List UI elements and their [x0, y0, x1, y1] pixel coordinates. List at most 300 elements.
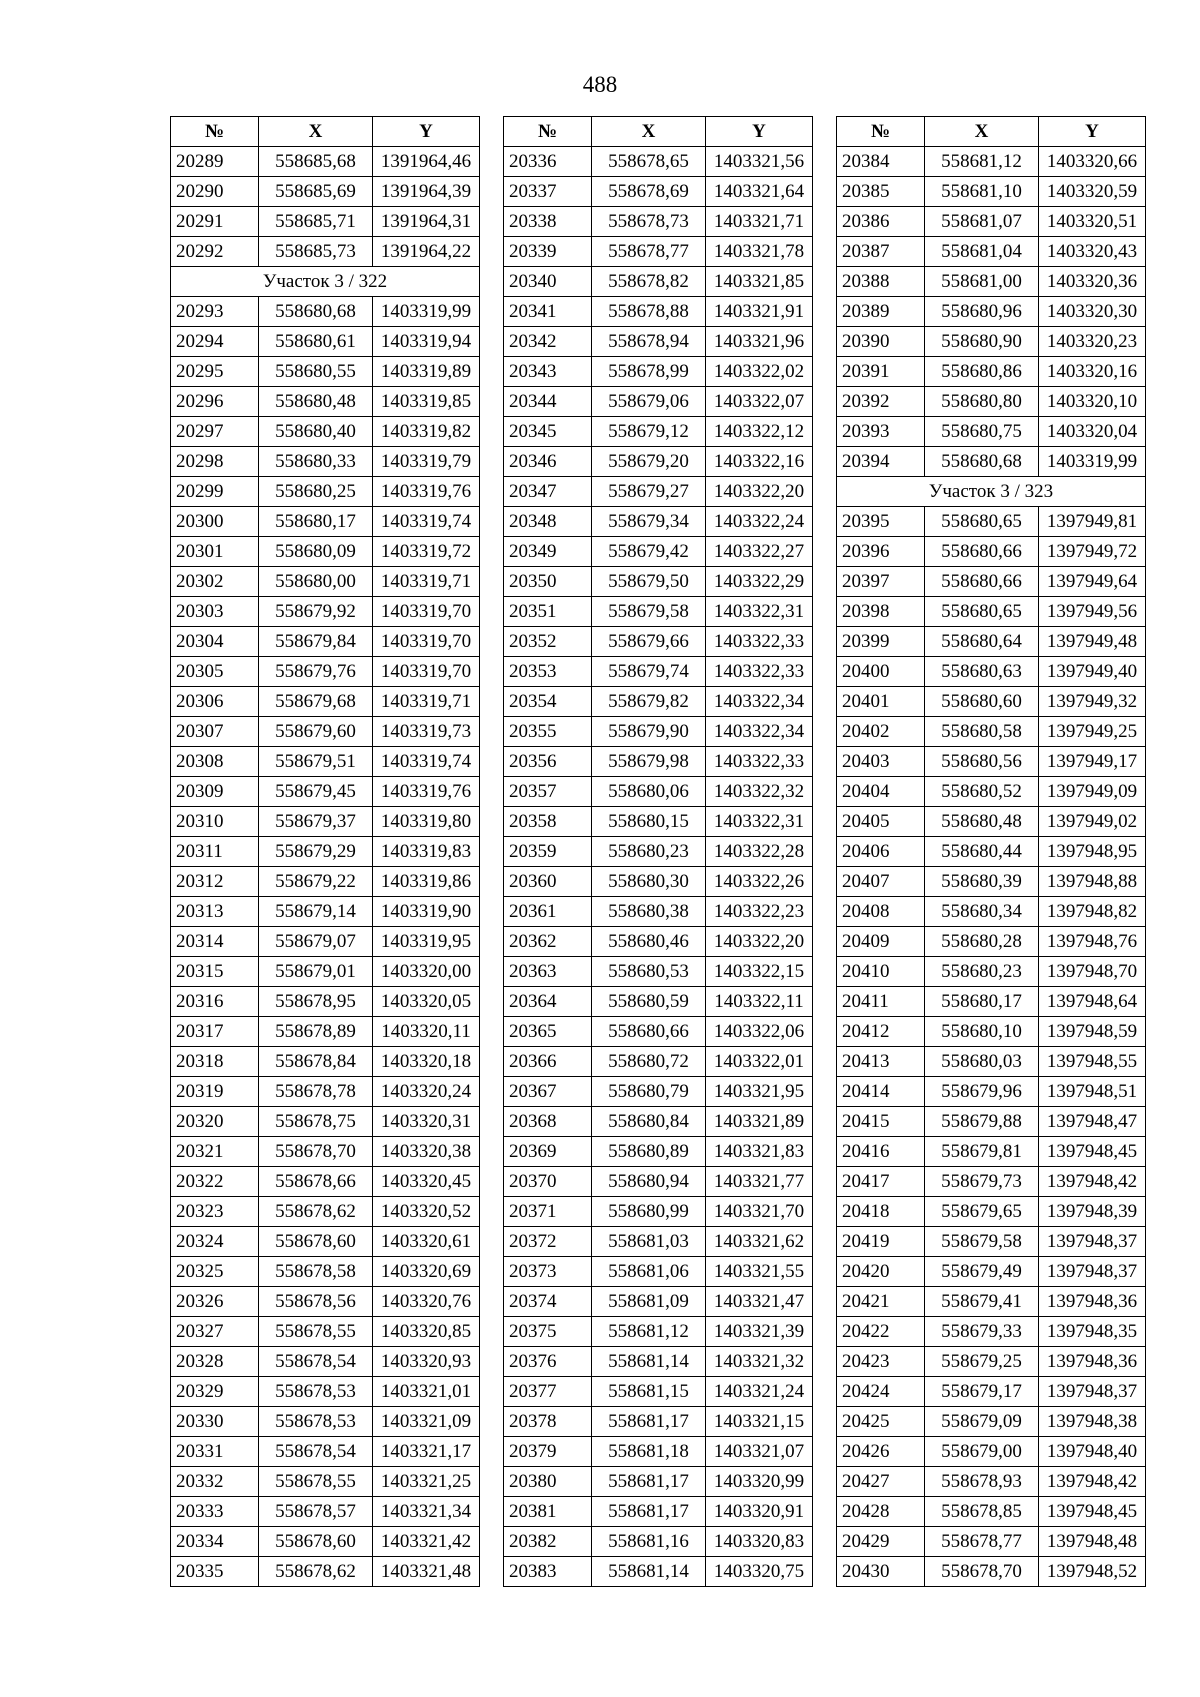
- x-coordinate-cell: 558680,72: [592, 1047, 706, 1077]
- x-coordinate-cell: 558680,03: [925, 1047, 1039, 1077]
- table-row: [837, 987, 1146, 1017]
- point-number-cell: 20305: [171, 657, 259, 687]
- table-row: [171, 1257, 480, 1287]
- point-number-cell: 20338: [504, 207, 592, 237]
- point-number-cell: 20375: [504, 1317, 592, 1347]
- point-number-cell: 20414: [837, 1077, 925, 1107]
- y-coordinate-cell: 1403322,01: [706, 1047, 813, 1077]
- point-number-cell: 20332: [171, 1467, 259, 1497]
- table-row: [171, 357, 480, 387]
- x-coordinate-cell: 558680,90: [925, 327, 1039, 357]
- y-coordinate-cell: 1403320,24: [373, 1077, 480, 1107]
- y-coordinate-cell: 1403322,31: [706, 597, 813, 627]
- point-number-cell: 20350: [504, 567, 592, 597]
- table-row: [171, 627, 480, 657]
- table-row: [837, 237, 1146, 267]
- x-coordinate-cell: 558679,09: [925, 1407, 1039, 1437]
- point-number-cell: 20364: [504, 987, 592, 1017]
- point-number-cell: 20330: [171, 1407, 259, 1437]
- x-coordinate-cell: 558681,16: [592, 1527, 706, 1557]
- x-coordinate-cell: 558679,17: [925, 1377, 1039, 1407]
- table-row: [171, 1077, 480, 1107]
- point-number-cell: 20324: [171, 1227, 259, 1257]
- x-coordinate-cell: 558678,66: [259, 1167, 373, 1197]
- x-coordinate-cell: 558678,57: [259, 1497, 373, 1527]
- point-number-cell: 20380: [504, 1467, 592, 1497]
- table-row: [837, 1257, 1146, 1287]
- y-coordinate-cell: 1403321,96: [706, 327, 813, 357]
- point-number-cell: 20413: [837, 1047, 925, 1077]
- x-coordinate-cell: 558680,15: [592, 807, 706, 837]
- y-coordinate-cell: 1397948,42: [1039, 1167, 1146, 1197]
- y-coordinate-cell: 1403321,07: [706, 1437, 813, 1467]
- y-coordinate-cell: 1397948,59: [1039, 1017, 1146, 1047]
- point-number-cell: 20372: [504, 1227, 592, 1257]
- table-row: [837, 1017, 1146, 1047]
- x-coordinate-cell: 558681,04: [925, 237, 1039, 267]
- x-coordinate-cell: 558679,20: [592, 447, 706, 477]
- x-coordinate-cell: 558681,03: [592, 1227, 706, 1257]
- x-coordinate-cell: 558685,73: [259, 237, 373, 267]
- table-row: [837, 267, 1146, 297]
- x-coordinate-cell: 558679,12: [592, 417, 706, 447]
- y-coordinate-cell: 1403321,34: [373, 1497, 480, 1527]
- point-number-cell: 20419: [837, 1227, 925, 1257]
- point-number-cell: 20309: [171, 777, 259, 807]
- y-coordinate-cell: 1403320,43: [1039, 237, 1146, 267]
- point-number-cell: 20362: [504, 927, 592, 957]
- y-coordinate-cell: 1403320,38: [373, 1137, 480, 1167]
- point-number-cell: 20303: [171, 597, 259, 627]
- x-coordinate-cell: 558679,49: [925, 1257, 1039, 1287]
- coordinate-table-1: [170, 116, 480, 1587]
- table-row: [837, 147, 1146, 177]
- point-number-cell: 20367: [504, 1077, 592, 1107]
- x-coordinate-cell: 558679,66: [592, 627, 706, 657]
- x-coordinate-cell: 558680,96: [925, 297, 1039, 327]
- point-number-cell: 20348: [504, 507, 592, 537]
- y-coordinate-cell: 1403321,42: [373, 1527, 480, 1557]
- y-coordinate-cell: 1403319,99: [373, 297, 480, 327]
- table-row: [504, 927, 813, 957]
- y-coordinate-cell: 1397948,47: [1039, 1107, 1146, 1137]
- x-coordinate-cell: 558679,07: [259, 927, 373, 957]
- y-coordinate-cell: 1397948,76: [1039, 927, 1146, 957]
- y-coordinate-cell: 1403321,64: [706, 177, 813, 207]
- y-coordinate-cell: 1403321,48: [373, 1557, 480, 1587]
- y-coordinate-cell: 1403320,66: [1039, 147, 1146, 177]
- table-row: [837, 387, 1146, 417]
- y-coordinate-cell: 1403321,77: [706, 1167, 813, 1197]
- point-number-cell: 20422: [837, 1317, 925, 1347]
- table-row: [171, 387, 480, 417]
- y-coordinate-cell: 1397948,70: [1039, 957, 1146, 987]
- table-row: [171, 1137, 480, 1167]
- header-number: №: [171, 117, 259, 147]
- y-coordinate-cell: 1403322,11: [706, 987, 813, 1017]
- table-row: [504, 297, 813, 327]
- table-row: [504, 207, 813, 237]
- table-row: [171, 687, 480, 717]
- table-row: [837, 1287, 1146, 1317]
- point-number-cell: 20311: [171, 837, 259, 867]
- table-row: [504, 447, 813, 477]
- point-number-cell: 20396: [837, 537, 925, 567]
- table-row: [504, 627, 813, 657]
- y-coordinate-cell: 1403319,79: [373, 447, 480, 477]
- table-row: [504, 1287, 813, 1317]
- y-coordinate-cell: 1403320,31: [373, 1107, 480, 1137]
- table-row: [837, 717, 1146, 747]
- point-number-cell: 20405: [837, 807, 925, 837]
- point-number-cell: 20416: [837, 1137, 925, 1167]
- x-coordinate-cell: 558678,82: [592, 267, 706, 297]
- x-coordinate-cell: 558680,55: [259, 357, 373, 387]
- table-row: [837, 1137, 1146, 1167]
- y-coordinate-cell: 1391964,22: [373, 237, 480, 267]
- x-coordinate-cell: 558679,98: [592, 747, 706, 777]
- point-number-cell: 20357: [504, 777, 592, 807]
- point-number-cell: 20329: [171, 1377, 259, 1407]
- point-number-cell: 20315: [171, 957, 259, 987]
- x-coordinate-cell: 558681,18: [592, 1437, 706, 1467]
- x-coordinate-cell: 558679,29: [259, 837, 373, 867]
- x-coordinate-cell: 558680,44: [925, 837, 1039, 867]
- y-coordinate-cell: 1403322,20: [706, 927, 813, 957]
- table-row: [504, 1467, 813, 1497]
- x-coordinate-cell: 558681,06: [592, 1257, 706, 1287]
- table-row: [504, 897, 813, 927]
- point-number-cell: 20299: [171, 477, 259, 507]
- table-row: [504, 357, 813, 387]
- y-coordinate-cell: 1403322,02: [706, 357, 813, 387]
- point-number-cell: 20337: [504, 177, 592, 207]
- x-coordinate-cell: 558680,38: [592, 897, 706, 927]
- x-coordinate-cell: 558679,96: [925, 1077, 1039, 1107]
- x-coordinate-cell: 558685,69: [259, 177, 373, 207]
- table-row: [837, 627, 1146, 657]
- table-row: [171, 1167, 480, 1197]
- table-row: [504, 1257, 813, 1287]
- table-row: [837, 687, 1146, 717]
- y-coordinate-cell: 1403320,91: [706, 1497, 813, 1527]
- table-row: [171, 657, 480, 687]
- x-coordinate-cell: 558679,84: [259, 627, 373, 657]
- y-coordinate-cell: 1391964,46: [373, 147, 480, 177]
- point-number-cell: 20353: [504, 657, 592, 687]
- y-coordinate-cell: 1397948,42: [1039, 1467, 1146, 1497]
- y-coordinate-cell: 1403321,24: [706, 1377, 813, 1407]
- y-coordinate-cell: 1397948,52: [1039, 1557, 1146, 1587]
- point-number-cell: 20395: [837, 507, 925, 537]
- y-coordinate-cell: 1403320,59: [1039, 177, 1146, 207]
- point-number-cell: 20360: [504, 867, 592, 897]
- point-number-cell: 20392: [837, 387, 925, 417]
- y-coordinate-cell: 1403320,76: [373, 1287, 480, 1317]
- x-coordinate-cell: 558679,88: [925, 1107, 1039, 1137]
- table-row: [837, 1107, 1146, 1137]
- y-coordinate-cell: 1403319,74: [373, 507, 480, 537]
- point-number-cell: 20349: [504, 537, 592, 567]
- table-row: [837, 297, 1146, 327]
- y-coordinate-cell: 1397948,64: [1039, 987, 1146, 1017]
- x-coordinate-cell: 558680,53: [592, 957, 706, 987]
- table-row: [171, 1287, 480, 1317]
- point-number-cell: 20331: [171, 1437, 259, 1467]
- y-coordinate-cell: 1403322,33: [706, 657, 813, 687]
- x-coordinate-cell: 558681,07: [925, 207, 1039, 237]
- x-coordinate-cell: 558678,77: [925, 1527, 1039, 1557]
- table-header-row: [171, 117, 480, 147]
- point-number-cell: 20384: [837, 147, 925, 177]
- point-number-cell: 20292: [171, 237, 259, 267]
- point-number-cell: 20327: [171, 1317, 259, 1347]
- table-row: [504, 1107, 813, 1137]
- table-row: [171, 477, 480, 507]
- y-coordinate-cell: 1403319,80: [373, 807, 480, 837]
- point-number-cell: 20430: [837, 1557, 925, 1587]
- x-coordinate-cell: 558679,45: [259, 777, 373, 807]
- x-coordinate-cell: 558681,14: [592, 1347, 706, 1377]
- point-number-cell: 20391: [837, 357, 925, 387]
- x-coordinate-cell: 558679,50: [592, 567, 706, 597]
- y-coordinate-cell: 1397948,37: [1039, 1257, 1146, 1287]
- point-number-cell: 20293: [171, 297, 259, 327]
- y-coordinate-cell: 1403321,78: [706, 237, 813, 267]
- table-row: [837, 897, 1146, 927]
- point-number-cell: 20373: [504, 1257, 592, 1287]
- table-row: [504, 417, 813, 447]
- table-row: [171, 417, 480, 447]
- table-row: [171, 1467, 480, 1497]
- y-coordinate-cell: 1403321,25: [373, 1467, 480, 1497]
- table-row: [171, 237, 480, 267]
- x-coordinate-cell: 558678,84: [259, 1047, 373, 1077]
- table-row: [837, 507, 1146, 537]
- y-coordinate-cell: 1397949,40: [1039, 657, 1146, 687]
- x-coordinate-cell: 558678,60: [259, 1527, 373, 1557]
- x-coordinate-cell: 558678,62: [259, 1197, 373, 1227]
- x-coordinate-cell: 558679,22: [259, 867, 373, 897]
- x-coordinate-cell: 558685,71: [259, 207, 373, 237]
- point-number-cell: 20302: [171, 567, 259, 597]
- point-number-cell: 20339: [504, 237, 592, 267]
- y-coordinate-cell: 1397949,32: [1039, 687, 1146, 717]
- y-coordinate-cell: 1403319,86: [373, 867, 480, 897]
- table-row: [504, 1527, 813, 1557]
- x-coordinate-cell: 558680,23: [925, 957, 1039, 987]
- point-number-cell: 20343: [504, 357, 592, 387]
- table-row: [504, 567, 813, 597]
- y-coordinate-cell: 1403321,55: [706, 1257, 813, 1287]
- x-coordinate-cell: 558680,48: [925, 807, 1039, 837]
- x-coordinate-cell: 558681,09: [592, 1287, 706, 1317]
- x-coordinate-cell: 558680,86: [925, 357, 1039, 387]
- y-coordinate-cell: 1391964,31: [373, 207, 480, 237]
- point-number-cell: 20301: [171, 537, 259, 567]
- point-number-cell: 20363: [504, 957, 592, 987]
- table-row: [837, 567, 1146, 597]
- x-coordinate-cell: 558679,00: [925, 1437, 1039, 1467]
- y-coordinate-cell: 1403322,34: [706, 687, 813, 717]
- x-coordinate-cell: 558679,68: [259, 687, 373, 717]
- point-number-cell: 20390: [837, 327, 925, 357]
- x-coordinate-cell: 558680,30: [592, 867, 706, 897]
- point-number-cell: 20308: [171, 747, 259, 777]
- header-y: Y: [706, 117, 813, 147]
- point-number-cell: 20412: [837, 1017, 925, 1047]
- table-row: [837, 177, 1146, 207]
- table-row: [504, 597, 813, 627]
- table-row: [171, 777, 480, 807]
- point-number-cell: 20328: [171, 1347, 259, 1377]
- point-number-cell: 20346: [504, 447, 592, 477]
- point-number-cell: 20376: [504, 1347, 592, 1377]
- y-coordinate-cell: 1403320,00: [373, 957, 480, 987]
- point-number-cell: 20393: [837, 417, 925, 447]
- x-coordinate-cell: 558681,17: [592, 1497, 706, 1527]
- y-coordinate-cell: 1403321,89: [706, 1107, 813, 1137]
- x-coordinate-cell: 558679,58: [592, 597, 706, 627]
- table-row: [837, 1437, 1146, 1467]
- x-coordinate-cell: 558678,73: [592, 207, 706, 237]
- point-number-cell: 20307: [171, 717, 259, 747]
- x-coordinate-cell: 558681,10: [925, 177, 1039, 207]
- y-coordinate-cell: 1397948,82: [1039, 897, 1146, 927]
- y-coordinate-cell: 1403322,33: [706, 747, 813, 777]
- y-coordinate-cell: 1403320,36: [1039, 267, 1146, 297]
- y-coordinate-cell: 1403322,33: [706, 627, 813, 657]
- x-coordinate-cell: 558680,66: [592, 1017, 706, 1047]
- y-coordinate-cell: 1403319,70: [373, 657, 480, 687]
- point-number-cell: 20321: [171, 1137, 259, 1167]
- point-number-cell: 20326: [171, 1287, 259, 1317]
- table-row: [171, 957, 480, 987]
- table-row: [504, 1377, 813, 1407]
- table-row: [837, 957, 1146, 987]
- point-number-cell: 20345: [504, 417, 592, 447]
- point-number-cell: 20389: [837, 297, 925, 327]
- y-coordinate-cell: 1403321,17: [373, 1437, 480, 1467]
- y-coordinate-cell: 1403319,99: [1039, 447, 1146, 477]
- point-number-cell: 20354: [504, 687, 592, 717]
- table-row: [171, 207, 480, 237]
- x-coordinate-cell: 558679,27: [592, 477, 706, 507]
- table-row: [504, 237, 813, 267]
- x-coordinate-cell: 558679,73: [925, 1167, 1039, 1197]
- point-number-cell: 20383: [504, 1557, 592, 1587]
- table-row: [504, 387, 813, 417]
- table-header-row: [837, 117, 1146, 147]
- y-coordinate-cell: 1397948,55: [1039, 1047, 1146, 1077]
- x-coordinate-cell: 558678,62: [259, 1557, 373, 1587]
- x-coordinate-cell: 558679,42: [592, 537, 706, 567]
- x-coordinate-cell: 558679,65: [925, 1197, 1039, 1227]
- y-coordinate-cell: 1403322,34: [706, 717, 813, 747]
- x-coordinate-cell: 558679,51: [259, 747, 373, 777]
- x-coordinate-cell: 558678,95: [259, 987, 373, 1017]
- point-number-cell: 20424: [837, 1377, 925, 1407]
- page-number: 488: [582, 72, 618, 97]
- section-row: [171, 267, 480, 297]
- point-number-cell: 20394: [837, 447, 925, 477]
- point-number-cell: 20425: [837, 1407, 925, 1437]
- table-row: [504, 957, 813, 987]
- point-number-cell: 20369: [504, 1137, 592, 1167]
- x-coordinate-cell: 558680,46: [592, 927, 706, 957]
- table-row: [504, 867, 813, 897]
- table-row: [837, 837, 1146, 867]
- table-row: [171, 1347, 480, 1377]
- y-coordinate-cell: 1403319,70: [373, 627, 480, 657]
- table-row: [504, 507, 813, 537]
- table-row: [504, 1437, 813, 1467]
- table-row: [171, 507, 480, 537]
- x-coordinate-cell: 558678,70: [259, 1137, 373, 1167]
- y-coordinate-cell: 1397949,02: [1039, 807, 1146, 837]
- y-coordinate-cell: 1403321,71: [706, 207, 813, 237]
- table-row: [837, 537, 1146, 567]
- point-number-cell: 20370: [504, 1167, 592, 1197]
- point-number-cell: 20374: [504, 1287, 592, 1317]
- table-row: [837, 927, 1146, 957]
- table-row: [837, 447, 1146, 477]
- point-number-cell: 20291: [171, 207, 259, 237]
- table-row: [504, 1167, 813, 1197]
- table-row: [504, 1557, 813, 1587]
- x-coordinate-cell: 558678,88: [592, 297, 706, 327]
- point-number-cell: 20358: [504, 807, 592, 837]
- y-coordinate-cell: 1403320,04: [1039, 417, 1146, 447]
- x-coordinate-cell: 558678,55: [259, 1467, 373, 1497]
- y-coordinate-cell: 1403319,90: [373, 897, 480, 927]
- point-number-cell: 20314: [171, 927, 259, 957]
- y-coordinate-cell: 1403320,93: [373, 1347, 480, 1377]
- table-row: [171, 537, 480, 567]
- y-coordinate-cell: 1403319,71: [373, 687, 480, 717]
- x-coordinate-cell: 558679,76: [259, 657, 373, 687]
- point-number-cell: 20344: [504, 387, 592, 417]
- y-coordinate-cell: 1403321,85: [706, 267, 813, 297]
- y-coordinate-cell: 1397948,88: [1039, 867, 1146, 897]
- header-x: X: [259, 117, 373, 147]
- table-row: [171, 1407, 480, 1437]
- x-coordinate-cell: 558678,56: [259, 1287, 373, 1317]
- y-coordinate-cell: 1397948,45: [1039, 1137, 1146, 1167]
- y-coordinate-cell: 1403322,12: [706, 417, 813, 447]
- x-coordinate-cell: 558680,63: [925, 657, 1039, 687]
- point-number-cell: 20347: [504, 477, 592, 507]
- y-coordinate-cell: 1397948,45: [1039, 1497, 1146, 1527]
- x-coordinate-cell: 558680,65: [925, 507, 1039, 537]
- y-coordinate-cell: 1403320,10: [1039, 387, 1146, 417]
- x-coordinate-cell: 558680,80: [925, 387, 1039, 417]
- x-coordinate-cell: 558679,34: [592, 507, 706, 537]
- point-number-cell: 20313: [171, 897, 259, 927]
- x-coordinate-cell: 558678,85: [925, 1497, 1039, 1527]
- x-coordinate-cell: 558679,82: [592, 687, 706, 717]
- section-row: [837, 477, 1146, 507]
- table-row: [504, 1137, 813, 1167]
- point-number-cell: 20403: [837, 747, 925, 777]
- y-coordinate-cell: 1403320,05: [373, 987, 480, 1017]
- y-coordinate-cell: 1397948,35: [1039, 1317, 1146, 1347]
- y-coordinate-cell: 1403319,85: [373, 387, 480, 417]
- x-coordinate-cell: 558678,53: [259, 1407, 373, 1437]
- x-coordinate-cell: 558678,70: [925, 1557, 1039, 1587]
- point-number-cell: 20427: [837, 1467, 925, 1497]
- point-number-cell: 20304: [171, 627, 259, 657]
